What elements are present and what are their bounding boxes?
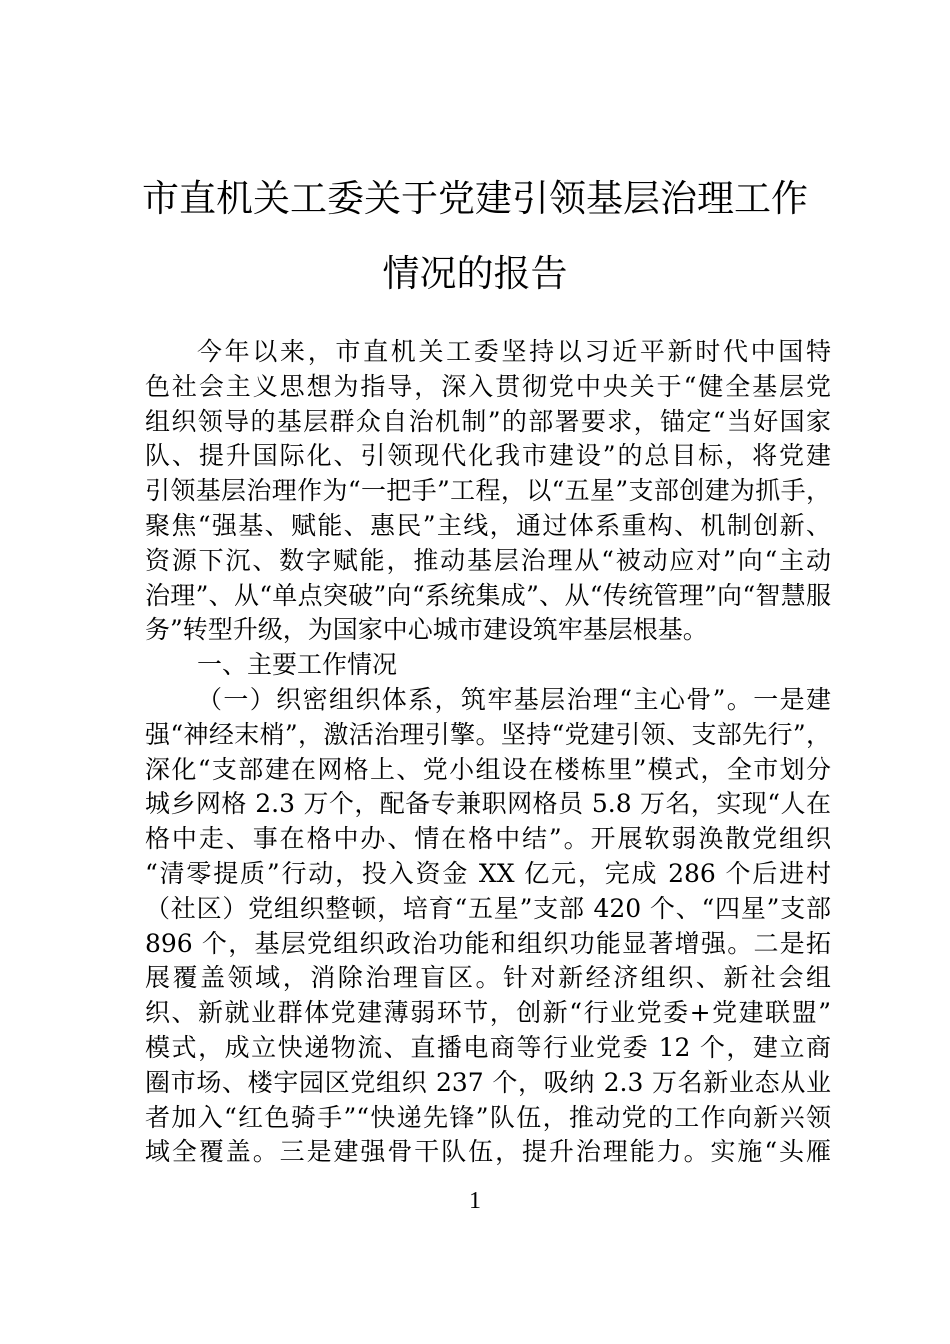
body-text-line: 队、提升国际化、引领现代化我市建设”的总目标，将党建 [145, 441, 831, 471]
body-text-line: 896 个，基层党组织政治功能和组织功能显著增强。二是拓 [145, 928, 831, 958]
body-text-line: 组织领导的基层群众自治机制”的部署要求，锚定“当好国家 [145, 406, 831, 436]
body-text-line: 强“神经末梢”，激活治理引擎。坚持“党建引领、支部先行”， [145, 719, 831, 749]
body-text-line: 模式，成立快递物流、直播电商等行业党委 12 个，建立商 [145, 1032, 831, 1062]
body-text-line: （一）织密组织体系，筑牢基层治理“主心骨”。一是建 [197, 684, 831, 714]
body-text-line: 治理”、从“单点突破”向“系统集成”、从“传统管理”向“智慧服 [145, 580, 831, 610]
body-text-line: 资源下沉、数字赋能，推动基层治理从“被动应对”向“主动 [145, 545, 831, 575]
body-text-line: 聚焦“强基、赋能、惠民”主线，通过体系重构、机制创新、 [145, 510, 831, 540]
body-text-line: 圈市场、楼宇园区党组织 237 个，吸纳 2.3 万名新业态从业 [145, 1067, 831, 1097]
body-text-line: 织、新就业群体党建薄弱环节，创新“行业党委+党建联盟” [145, 998, 831, 1028]
body-text-line: “清零提质”行动，投入资金 XX 亿元，完成 286 个后进村 [145, 858, 831, 888]
page-number: 1 [469, 1188, 481, 1214]
body-text-line: 域全覆盖。三是建强骨干队伍，提升治理能力。实施“头雁 [145, 1137, 831, 1167]
body-text-line: 引领基层治理作为“一把手”工程，以“五星”支部创建为抓手， [145, 476, 831, 506]
body-text-line: （社区）党组织整顿，培育“五星”支部 420 个、“四星”支部 [145, 893, 831, 923]
section-heading: 一、主要工作情况 [197, 650, 398, 680]
body-text-line: 者加入“红色骑手”“快递先锋”队伍，推动党的工作向新兴领 [145, 1102, 831, 1132]
body-text-line: 城乡网格 2.3 万个，配备专兼职网格员 5.8 万名，实现“人在 [145, 789, 831, 819]
body-text-line: 今年以来，市直机关工委坚持以习近平新时代中国特 [197, 337, 831, 366]
body-text-line: 色社会主义思想为指导，深入贯彻党中央关于“健全基层党 [145, 371, 831, 401]
body-text-line: 务”转型升级，为国家中心城市建设筑牢基层根基。 [145, 615, 708, 645]
body-text-line: 深化“支部建在网格上、党小组设在楼栋里”模式，全市划分 [145, 754, 831, 784]
document-title-line-2: 情况的报告 [382, 252, 568, 295]
body-text-line: 展覆盖领域，消除治理盲区。针对新经济组织、新社会组 [145, 963, 831, 993]
document-title-line-1: 市直机关工委关于党建引领基层治理工作 [142, 177, 808, 220]
document-body [145, 335, 831, 1170]
body-text-line: 格中走、事在格中办、情在格中结”。开展软弱涣散党组织 [145, 824, 831, 854]
